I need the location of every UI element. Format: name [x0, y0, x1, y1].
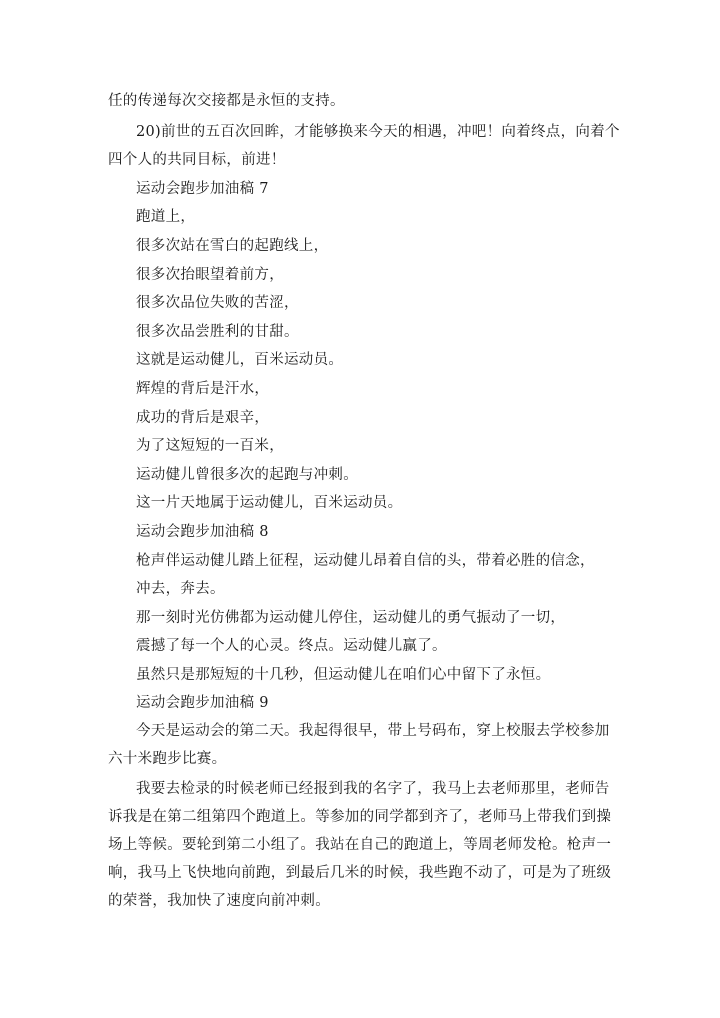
text-line: 诉我是在第二组第四个跑道上。等参加的同学都到齐了，老师马上带我们到操	[108, 809, 612, 825]
text-line: 这一片天地属于运动健儿，百米运动员。	[136, 495, 403, 511]
text-line: 这就是运动健儿，百米运动员。	[136, 352, 344, 368]
text-line: 响，我马上飞快地向前跑，到最后几米的时候，我些跑不动了，可是为了班级	[108, 865, 612, 881]
text-line: 为了这短短的一百米，	[136, 438, 284, 454]
text-line: 四个人的共同目标，前进！	[108, 152, 286, 168]
section-heading: 运动会跑步加油稿 9	[136, 695, 269, 711]
text-line: 辉煌的背后是汗水，	[136, 381, 270, 397]
text-line: 跑道上，	[136, 209, 196, 225]
text-line: 很多次品位失败的苦涩，	[136, 295, 299, 311]
section-heading: 运动会跑步加油稿 7	[136, 181, 269, 197]
text-line: 很多次抬眼望着前方，	[136, 267, 284, 283]
text-line: 虽然只是那短短的十几秒，但运动健儿在咱们心中留下了永恒。	[136, 667, 551, 683]
text-line: 很多次品尝胜利的甘甜。	[136, 324, 299, 340]
text-line: 任的传递每次交接都是永恒的支持。	[108, 93, 345, 109]
section-heading: 运动会跑步加油稿 8	[136, 524, 269, 540]
text-line: 成功的背后是艰辛，	[136, 410, 270, 426]
text-line: 枪声伴运动健儿踏上征程，运动健儿昂着自信的头，带着必胜的信念，	[136, 553, 595, 569]
text-line: 的荣誉，我加快了速度向前冲刺。	[108, 893, 330, 909]
text-line: 今天是运动会的第二天。我起得很早，带上号码布，穿上校服去学校参加	[136, 723, 610, 739]
text-line: 我要去检录的时候老师已经报到我的名字了，我马上去老师那里，老师告	[136, 781, 610, 797]
text-line: 六十米跑步比赛。	[108, 751, 227, 767]
text-line: 冲去，奔去。	[136, 581, 225, 597]
text-line: 场上等候。要轮到第二小组了。我站在自己的跑道上，等周老师发枪。枪声一	[108, 837, 612, 853]
text-line: 震撼了每一个人的心灵。终点。运动健儿赢了。	[136, 638, 447, 654]
text-line: 20)前世的五百次回眸，才能够换来今天的相遇，冲吧！向着终点，向着个	[136, 124, 620, 140]
text-line: 很多次站在雪白的起跑线上，	[136, 238, 329, 254]
text-line: 那一刻时光仿佛都为运动健儿停住，运动健儿的勇气振动了一切，	[136, 610, 566, 626]
text-line: 运动健儿曾很多次的起跑与冲刺。	[136, 467, 358, 483]
